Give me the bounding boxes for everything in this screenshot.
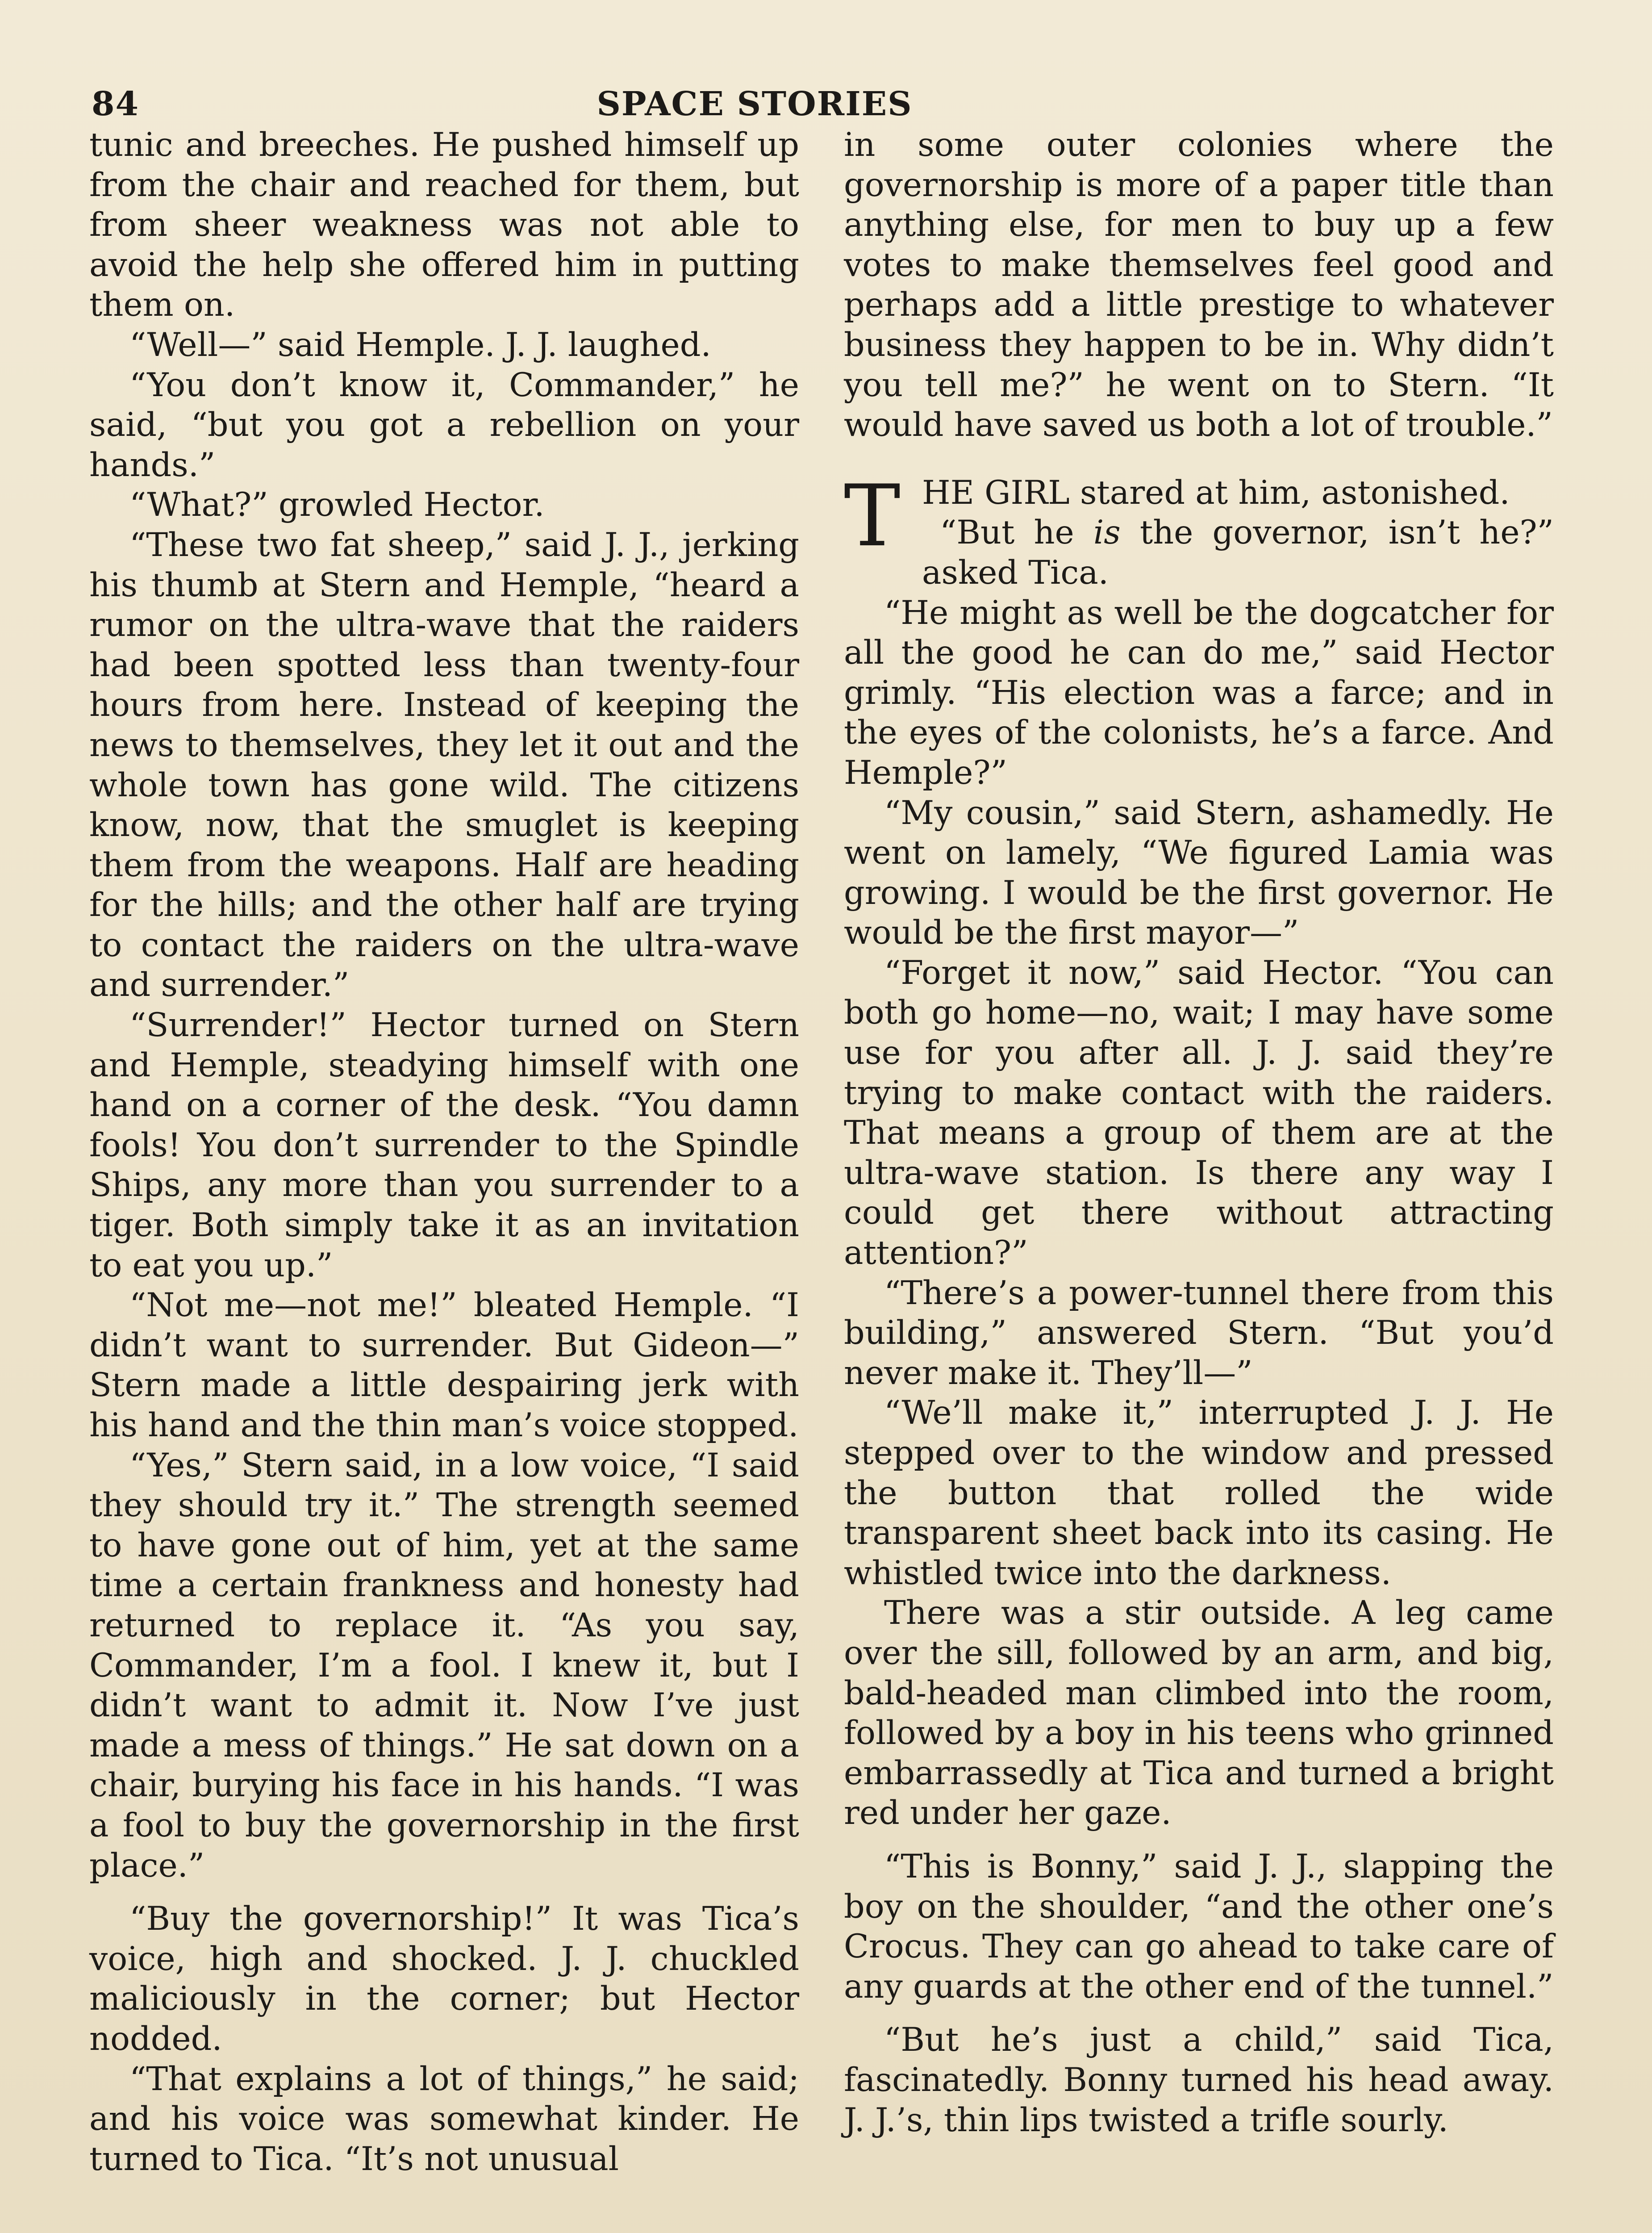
paragraph: “Buy the governorship!” It was Tica’s voice, high and shocked. J. J. chuckled maliciously in the corner; but Hector nodded.: [89, 1900, 799, 2058]
drop-cap: T: [844, 466, 901, 565]
paragraph-first-line: HE GIRL stared at him, astonished.: [922, 473, 1510, 512]
paragraph: “We’ll make it,” interrupted J. J. He stepped over to the window and pressed the button that rolled the wide transparent sheet back into its casing. He whistled twice into the darkness.: [844, 1394, 1554, 1592]
paragraph: “This is Bonny,” said J. J., slapping the boy on the shoulder, “and the other one’s Crocus. They can go ahead to take care of any guards at the other end of the tunnel.”: [844, 1847, 1554, 2006]
paragraph: “There’s a power-tunnel there from this building,” answered Stern. “But you’d never make it. They’ll—”: [844, 1274, 1554, 1392]
italic-text: is: [1093, 514, 1121, 552]
right-column: [844, 125, 1554, 2140]
running-head: SPACE STORIES: [597, 85, 913, 123]
paragraph: “You don’t know it, Commander,” he said, “but you got a rebellion on your hands.”: [89, 366, 799, 484]
paragraph: “Yes,” Stern said, in a low voice, “I said they should try it.” The strength seemed to have gone out of him, yet at the same time a certain frankness and honesty had returned to replace it. “As you say, Commander, I’m a fool. I knew it, but I didn’t want to admit it. Now I’ve just made a mess of things.” He sat down on a chair, burying his face in his hands. “I was a fool to buy the governorship in the first place.”: [89, 1446, 799, 1885]
paragraph: [922, 513, 1554, 593]
page-header: [92, 76, 1418, 130]
paragraph: “But he’s just a child,” said Tica, fascinatedly. Bonny turned his head away. J. J.’s, thin lips twisted a trifle sourly.: [844, 2021, 1554, 2139]
page-number: 84: [92, 85, 139, 123]
paragraph: tunic and breeches. He pushed himself up from the chair and reached for them, but from sheer weakness was not able to avoid the help she offered him in putting them on.: [89, 126, 799, 324]
paragraph: “Not me—not me!” bleated Hemple. “I didn’t want to surrender. But Gideon—” Stern made a little despairing jerk with his hand and the thin man’s voice stopped.: [89, 1286, 799, 1444]
text-run: the governor, isn’t he?” asked Tica.: [922, 514, 1554, 592]
paragraph: There was a stir outside. A leg came over the sill, followed by an arm, and big, bald-headed man climbed into the room, followed by a boy in his teens who grinned embarrassedly at Tica and turned a bright red under her gaze.: [844, 1594, 1554, 1832]
paragraph: “Forget it now,” said Hector. “You can both go home—no, wait; I may have some use for you after all. J. J. said they’re trying to make contact with the raiders. That means a group of them are at the ultra-wave station. Is there any way I could get there without attracting attention?”: [844, 953, 1554, 1272]
paragraph: in some outer colonies where the governorship is more of a paper title than anything else, for men to buy up a few votes to make themselves feel good and perhaps add a little prestige to whatever business they happen to be in. Why didn’t you tell me?” he went on to Stern. “It would have saved us both a lot of trouble.”: [844, 126, 1554, 444]
paragraph: “What?” growled Hector.: [129, 486, 545, 524]
paragraph: “He might as well be the dogcatcher for all the good he can do me,” said Hector grimly. “His election was a farce; and in the eyes of the colonists, he’s a farce. And Hemple?”: [844, 594, 1554, 792]
section-opening: [844, 466, 1554, 593]
paragraph: “Surrender!” Hector turned on Stern and Hemple, steadying himself with one hand on a corner of the desk. “You damn fools! You don’t surrender to the Spindle Ships, any more than you surrender to a tiger. Both simply take it as an invitation to eat you up.”: [89, 1006, 799, 1284]
text-run: “But he: [940, 514, 1093, 552]
paragraph: “That explains a lot of things,” he said; and his voice was somewhat kinder. He turned to Tica. “It’s not unusual: [89, 2060, 799, 2178]
paragraph: “My cousin,” said Stern, ashamedly. He went on lamely, “We figured Lamia was growing. I would be the first governor. He would be the first mayor—”: [844, 794, 1554, 952]
paragraph: “These two fat sheep,” said J. J., jerking his thumb at Stern and Hemple, “heard a rumor on the ultra-wave that the raiders had been spotted less than twenty-four hours from here. Instead of keeping the news to themselves, they let it out and the whole town has gone wild. The citizens know, now, that the smuglet is keeping them from the weapons. Half are heading for the hills; and the other half are trying to contact the raiders on the ultra-wave and surrender.”: [89, 526, 799, 1004]
paragraph: “Well—” said Hemple. J. J. laughed.: [129, 326, 711, 364]
left-column: [89, 125, 799, 2179]
